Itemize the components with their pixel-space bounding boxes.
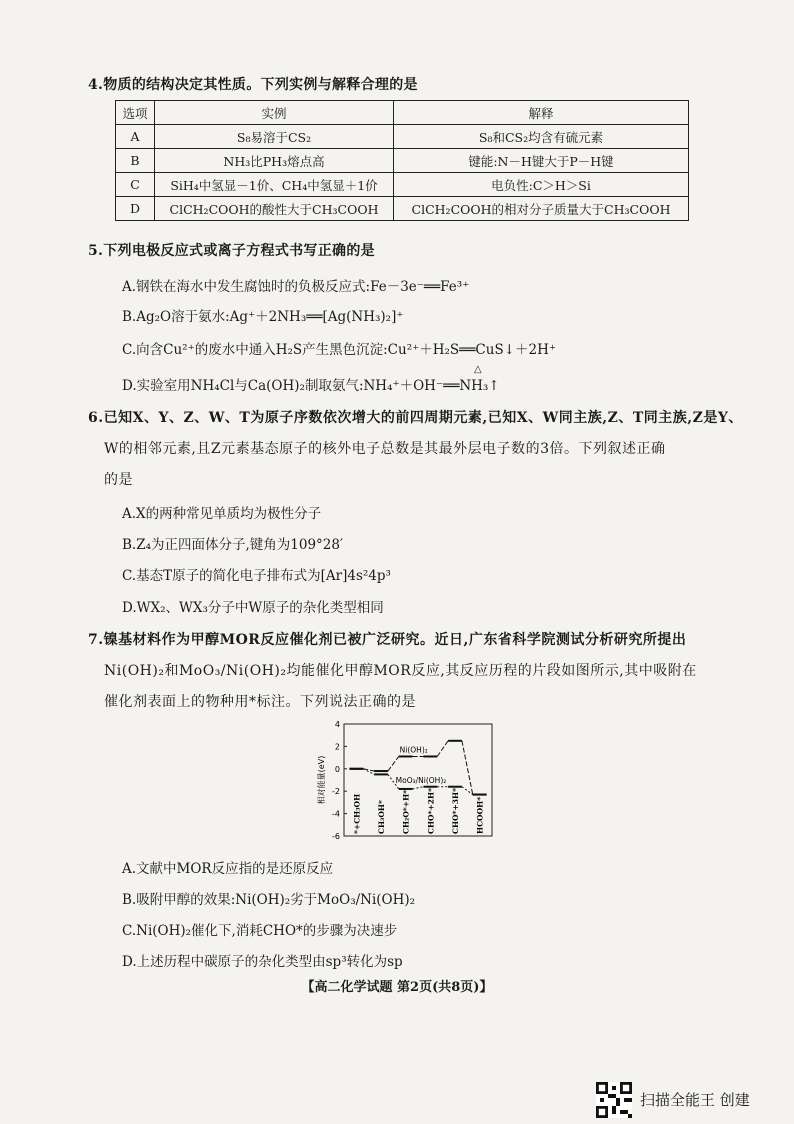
energy-profile-chart — [300, 718, 500, 846]
table-row — [116, 149, 689, 173]
table-header: 解释 — [394, 101, 689, 125]
q7-option-d: D.上述历程中碳原子的杂化类型由sp³转化为sp — [122, 954, 403, 970]
q5-option-d: D.实验室用NH₄Cl与Ca(OH)₂制取氨气:NH₄⁺＋OH⁻══NH₃↑ — [122, 378, 500, 394]
y-tick-label: -6 — [332, 832, 340, 841]
table-row — [116, 197, 689, 221]
y-tick-label: 0 — [334, 764, 340, 774]
q7-option-b: B.吸附甲醇的效果:Ni(OH)₂劣于MoO₃/Ni(OH)₂ — [122, 892, 416, 908]
x-category-label: CHO*+3H* — [451, 787, 460, 834]
table-header: 实例 — [155, 101, 394, 125]
y-tick-label: 4 — [334, 720, 340, 729]
table-cell: 电负性:C＞H＞Si — [394, 173, 689, 197]
q6-option-d: D.WX₂、WX₃分子中W原子的杂化类型相同 — [122, 600, 384, 616]
table-cell: S₈易溶于CS₂ — [155, 125, 394, 149]
q5-title: 5.下列电极反应式或离子方程式书写正确的是 — [88, 243, 375, 259]
table-header-row — [116, 101, 689, 125]
table-cell: 键能:N－H键大于P－H键 — [394, 149, 689, 173]
q6-option-b: B.Z₄为正四面体分子,键角为109°28′ — [122, 537, 344, 553]
q5-option-a: A.钢铁在海水中发生腐蚀时的负极反应式:Fe－3e⁻══Fe³⁺ — [122, 279, 470, 295]
series-label: Ni(OH)₂ — [399, 745, 428, 755]
energy-connector — [437, 741, 448, 757]
q7-option-a: A.文献中MOR反应指的是还原反应 — [122, 861, 334, 877]
energy-connector — [388, 756, 399, 771]
energy-connector — [363, 769, 374, 775]
q7-stem-line1: 7.镍基材料作为甲醇MOR反应催化剂已被广泛研究。近日,广东省科学院测试分析研究所提出 — [88, 632, 687, 648]
q5-delta-symbol: △ — [474, 364, 482, 375]
y-axis-label: 相对能量(eV) — [317, 755, 326, 805]
table-cell: A — [116, 125, 155, 149]
table-row — [116, 125, 689, 149]
x-category-label: CH₃OH* — [377, 800, 386, 834]
q5-option-c: C.向含Cu²⁺的废水中通入H₂S产生黑色沉淀:Cu²⁺＋H₂S══CuS↓＋2H⁺ — [122, 342, 557, 358]
q6-option-c: C.基态T原子的简化电子排布式为[Ar]4s²4p³ — [122, 568, 391, 584]
table-cell: B — [116, 149, 155, 173]
table-cell: SiH₄中氢显－1价、CH₄中氢显＋1价 — [155, 173, 394, 197]
x-category-label: CH₂O*+H* — [401, 789, 411, 834]
q5-option-b: B.Ag₂O溶于氨水:Ag⁺＋2NH₃══[Ag(NH₃)₂]⁺ — [122, 309, 404, 325]
qr-code-icon — [596, 1082, 632, 1118]
q6-stem-line2: W的相邻元素,且Z元素基态原子的核外电子总数是其最外层电子数的3倍。下列叙述正确 — [104, 441, 666, 457]
q4-table — [115, 100, 689, 221]
table-cell: C — [116, 173, 155, 197]
table-cell: NH₃比PH₃熔点高 — [155, 149, 394, 173]
table-row — [116, 173, 689, 197]
q7-stem-line2: Ni(OH)₂和MoO₃/Ni(OH)₂均能催化甲醇MOR反应,其反应历程的片段如图所示,其中吸附在 — [104, 663, 697, 679]
y-tick-label: -2 — [332, 787, 340, 797]
q6-stem-line3: 的是 — [104, 472, 133, 488]
x-category-label: CHO*+2H* — [426, 787, 436, 834]
q7-stem-line3: 催化剂表面上的物种用*标注。下列说法正确的是 — [104, 694, 416, 710]
energy-connector — [413, 787, 424, 789]
series-label: MoO₃/Ni(OH)₂ — [395, 775, 447, 785]
q6-option-a: A.X的两种常见单质均为极性分子 — [122, 506, 322, 522]
y-tick-label: 2 — [334, 742, 340, 752]
page-footer: 【高二化学试题 第2页(共8页)】 — [301, 980, 493, 995]
q6-stem-line1: 6.已知X、Y、Z、W、T为原子序数依次增大的前四周期元素,已知X、W同主族,Z、T同主族,Z是Y、 — [88, 410, 743, 426]
y-tick-label: -4 — [332, 809, 340, 819]
table-cell: ClCH₂COOH的酸性大于CH₃COOH — [155, 197, 394, 221]
q4-title: 4.物质的结构决定其性质。下列实例与解释合理的是 — [88, 77, 418, 93]
q7-option-c: C.Ni(OH)₂催化下,消耗CHO*的步骤为决速步 — [122, 923, 398, 939]
table-cell: D — [116, 197, 155, 221]
table-cell: S₈和CS₂均含有硫元素 — [394, 125, 689, 149]
table-header: 选项 — [116, 101, 155, 125]
x-category-label: HCOOH* — [475, 796, 485, 834]
x-category-label: *+CH₃OH — [352, 793, 362, 834]
scanner-watermark: 扫描全能王 创建 — [640, 1091, 750, 1109]
energy-connector — [462, 741, 473, 795]
energy-connector — [462, 787, 473, 795]
table-cell: ClCH₂COOH的相对分子质量大于CH₃COOH — [394, 197, 689, 221]
